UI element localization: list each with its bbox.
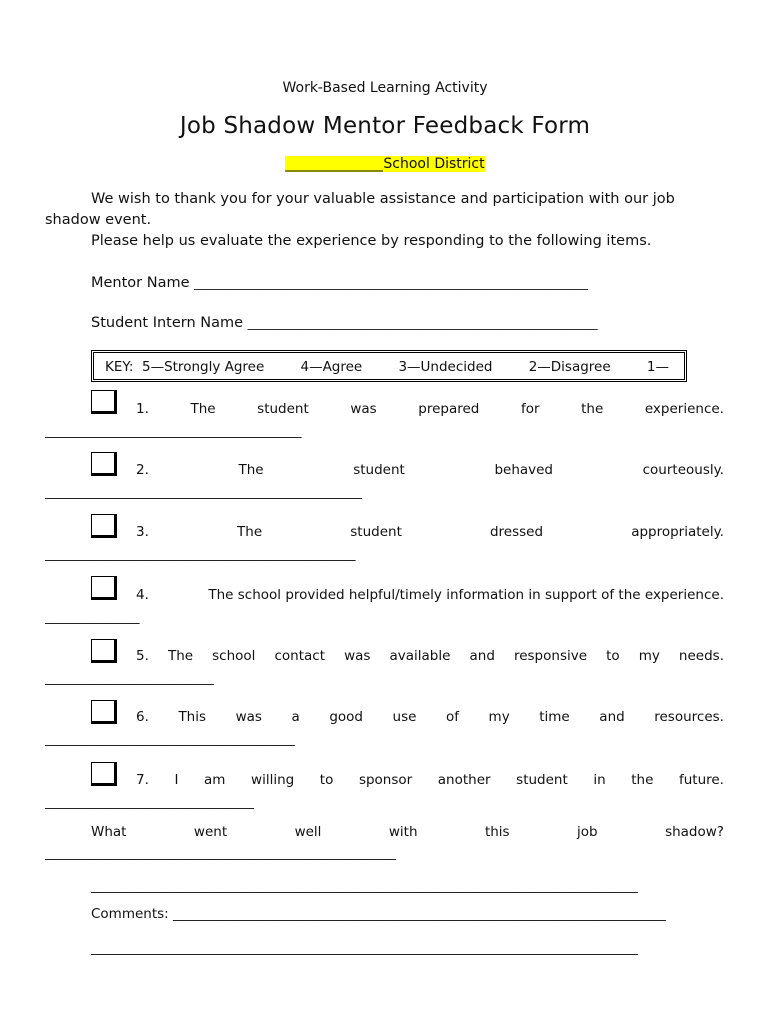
feedback-item-word: responsive xyxy=(513,648,588,664)
feedback-item-2 xyxy=(136,462,724,478)
feedback-item-word: student xyxy=(353,462,405,478)
feedback-item-underline-6[interactable]: _____________________________________ xyxy=(45,731,295,747)
what-went-well-underline[interactable]: ____________________________________________________ xyxy=(45,845,396,861)
feedback-item-word: contact xyxy=(274,648,326,664)
feedback-item-word: prepared xyxy=(418,401,480,417)
rating-checkbox-7[interactable] xyxy=(91,762,117,786)
feedback-item-word: available xyxy=(389,648,451,664)
what-went-well-word: What xyxy=(91,824,127,840)
rating-checkbox-4[interactable] xyxy=(91,576,117,600)
feedback-item-word: 4. xyxy=(136,587,149,603)
what-went-well-word: this xyxy=(484,824,510,840)
feedback-item-3 xyxy=(136,524,724,540)
rating-checkbox-1[interactable] xyxy=(91,390,117,414)
feedback-item-word: student xyxy=(257,401,309,417)
what-went-well-word: well xyxy=(294,824,322,840)
key-item-3: 3—Undecided xyxy=(398,359,493,375)
feedback-item-underline-1[interactable]: ______________________________________ xyxy=(45,423,302,439)
feedback-item-7 xyxy=(136,772,724,788)
feedback-item-word: 7. xyxy=(136,772,149,788)
feedback-item-word: I xyxy=(174,772,179,788)
rating-key xyxy=(105,359,669,375)
feedback-item-word: was xyxy=(235,709,262,725)
feedback-item-word: the xyxy=(631,772,654,788)
feedback-item-word: The xyxy=(238,462,264,478)
feedback-item-word: another xyxy=(437,772,491,788)
feedback-item-word: The xyxy=(237,524,263,540)
feedback-item-word: 1. xyxy=(136,401,149,417)
feedback-item-word: This xyxy=(178,709,207,725)
feedback-item-word: dressed xyxy=(489,524,544,540)
feedback-item-word: to xyxy=(606,648,620,664)
what-went-well-question xyxy=(91,824,724,840)
rating-checkbox-6[interactable] xyxy=(91,700,117,724)
what-went-well-answer-line[interactable]: _________________________________________________________________________________ xyxy=(91,878,638,894)
feedback-item-word: in xyxy=(593,772,606,788)
feedback-item-word: courteously. xyxy=(642,462,724,478)
feedback-item-word: 3. xyxy=(136,524,149,540)
feedback-item-underline-4[interactable]: ______________ xyxy=(45,609,140,625)
mentor-name-field xyxy=(91,275,588,291)
school-district-label: School District xyxy=(383,156,485,172)
student-intern-field xyxy=(91,315,598,331)
feedback-item-word: for xyxy=(520,401,540,417)
feedback-item-word: 2. xyxy=(136,462,149,478)
feedback-item-word: The xyxy=(167,648,194,664)
feedback-item-word: time xyxy=(539,709,570,725)
feedback-item-underline-7[interactable]: _______________________________ xyxy=(45,794,255,810)
feedback-item-underline-3[interactable]: ______________________________________________ xyxy=(45,546,356,562)
feedback-item-word: good xyxy=(329,709,363,725)
feedback-item-word: a xyxy=(291,709,300,725)
feedback-item-word: use xyxy=(392,709,417,725)
intro-line-2: shadow event. xyxy=(45,212,152,228)
feedback-item-word: school xyxy=(212,648,256,664)
mentor-name-label: Mentor Name xyxy=(91,275,190,291)
feedback-item-word: behaved xyxy=(494,462,554,478)
school-district-blank[interactable]: ______________ xyxy=(285,156,384,172)
feedback-item-word: resources. xyxy=(654,709,724,725)
feedback-item-word: was xyxy=(350,401,377,417)
feedback-item-word: 6. xyxy=(136,709,149,725)
feedback-item-word: sponsor xyxy=(358,772,413,788)
rating-checkbox-2[interactable] xyxy=(91,452,117,476)
feedback-item-6 xyxy=(136,709,724,725)
feedback-item-underline-2[interactable]: _______________________________________________ xyxy=(45,484,363,500)
feedback-item-word: experience. xyxy=(644,401,724,417)
form-subtitle: Work-Based Learning Activity xyxy=(282,80,488,96)
student-intern-input[interactable]: ________________________________________________________ xyxy=(247,315,598,330)
what-went-well-word: with xyxy=(388,824,418,840)
feedback-item-word: and xyxy=(599,709,625,725)
feedback-item-word: am xyxy=(204,772,226,788)
feedback-item-underline-5[interactable]: _________________________ xyxy=(45,670,214,686)
intro-line-1: We wish to thank you for your valuable assistance and participation with our job xyxy=(91,191,675,207)
feedback-item-word: student xyxy=(350,524,402,540)
feedback-item-word: my xyxy=(488,709,510,725)
feedback-item-word: and xyxy=(469,648,495,664)
key-item-4: 4—Agree xyxy=(300,359,363,375)
feedback-item-4 xyxy=(136,587,724,603)
comments-label: Comments: xyxy=(91,906,169,922)
intro-line-3: Please help us evaluate the experience by responding to the following items. xyxy=(91,233,652,249)
comments-answer-line[interactable]: _________________________________________________________________________________ xyxy=(91,940,638,956)
feedback-item-word: was xyxy=(344,648,371,664)
comments-input[interactable]: _________________________________________________________________________ xyxy=(173,906,666,922)
student-intern-label: Student Intern Name xyxy=(91,315,244,331)
feedback-item-5 xyxy=(136,648,724,664)
comments-field xyxy=(91,906,666,922)
what-went-well-word: shadow? xyxy=(665,824,724,840)
key-item-2: 2—Disagree xyxy=(528,359,611,375)
what-went-well-word: went xyxy=(193,824,228,840)
key-item-1: 1— xyxy=(646,359,669,375)
feedback-item-word: to xyxy=(319,772,334,788)
mentor-name-input[interactable]: _______________________________________________________________ xyxy=(194,275,588,290)
page-title: Job Shadow Mentor Feedback Form xyxy=(179,113,591,139)
feedback-item-word: of xyxy=(445,709,459,725)
feedback-item-word: The xyxy=(190,401,216,417)
feedback-item-word: needs. xyxy=(678,648,724,664)
feedback-item-word: 5. xyxy=(136,648,149,664)
school-district-line xyxy=(0,156,770,172)
feedback-item-word: The school provided helpful/timely information in support of the experience. xyxy=(208,587,724,603)
feedback-item-word: willing xyxy=(251,772,295,788)
feedback-item-word: future. xyxy=(678,772,724,788)
feedback-item-word: my xyxy=(638,648,660,664)
rating-checkbox-5[interactable] xyxy=(91,639,117,663)
what-went-well-word: job xyxy=(577,824,598,840)
feedback-item-word: the xyxy=(581,401,604,417)
rating-checkbox-3[interactable] xyxy=(91,514,117,538)
feedback-item-1 xyxy=(136,401,724,417)
feedback-item-word: appropriately. xyxy=(631,524,724,540)
key-item-5: KEY: 5—Strongly Agree xyxy=(105,359,265,375)
feedback-item-word: student xyxy=(516,772,568,788)
